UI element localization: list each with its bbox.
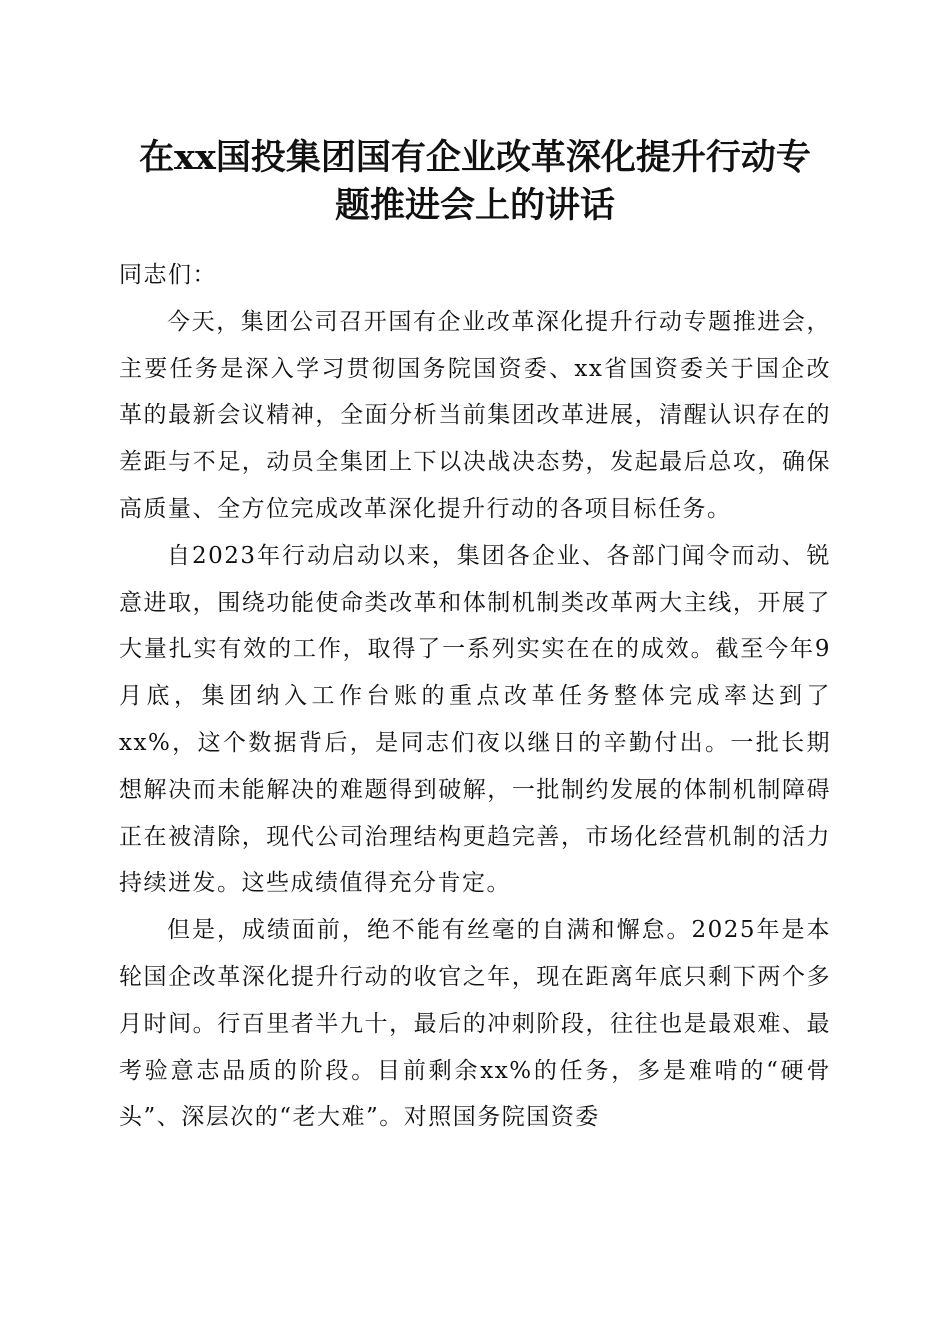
document-title: [110, 134, 840, 230]
document-body: [119, 252, 831, 1141]
salutation: 同志们：: [119, 262, 217, 288]
title-line-1: 在xx国投集团国有企业改革深化提升行动专: [139, 137, 811, 178]
paragraph-3: 但是，成绩面前，绝不能有丝毫的自满和懈怠。2025年是本轮国企改革深化提升行动的收官之年，现在距离年底只剩下两个多月时间。行百里者半九十，最后的冲刺阶段，往往也是最艰难、最考验意志品质的阶段。目前剩余xx%的任务，多是难啃的“硬骨头”、深层次的“老大难”。对照国务院国资委: [119, 917, 831, 1131]
title-line-2: 题推进会上的讲话: [334, 185, 615, 226]
paragraph-1: 今天，集团公司召开国有企业改革深化提升行动专题推进会，主要任务是深入学习贯彻国务院国资委、xx省国资委关于国企改革的最新会议精神，全面分析当前集团改革进展，清醒认识存在的差距与不足，动员全集团上下以决战决态势，发起最后总攻，确保高质量、全方位完成改革深化提升行动的各项目标任务。: [119, 308, 831, 522]
paragraph-2: 自2023年行动启动以来，集团各企业、各部门闻令而动、锐意进取，围绕功能使命类改革和体制机制类改革两大主线，开展了大量扎实有效的工作，取得了一系列实实在在的成效。截至今年9月底，集团纳入工作台账的重点改革任务整体完成率达到了xx%，这个数据背后，是同志们夜以继日的辛勤付出。一批长期想解决而未能解决的难题得到破解，一批制约发展的体制机制障碍正在被清除，现代公司治理结构更趋完善，市场化经营机制的活力持续迸发。这些成绩值得充分肯定。: [119, 542, 831, 897]
